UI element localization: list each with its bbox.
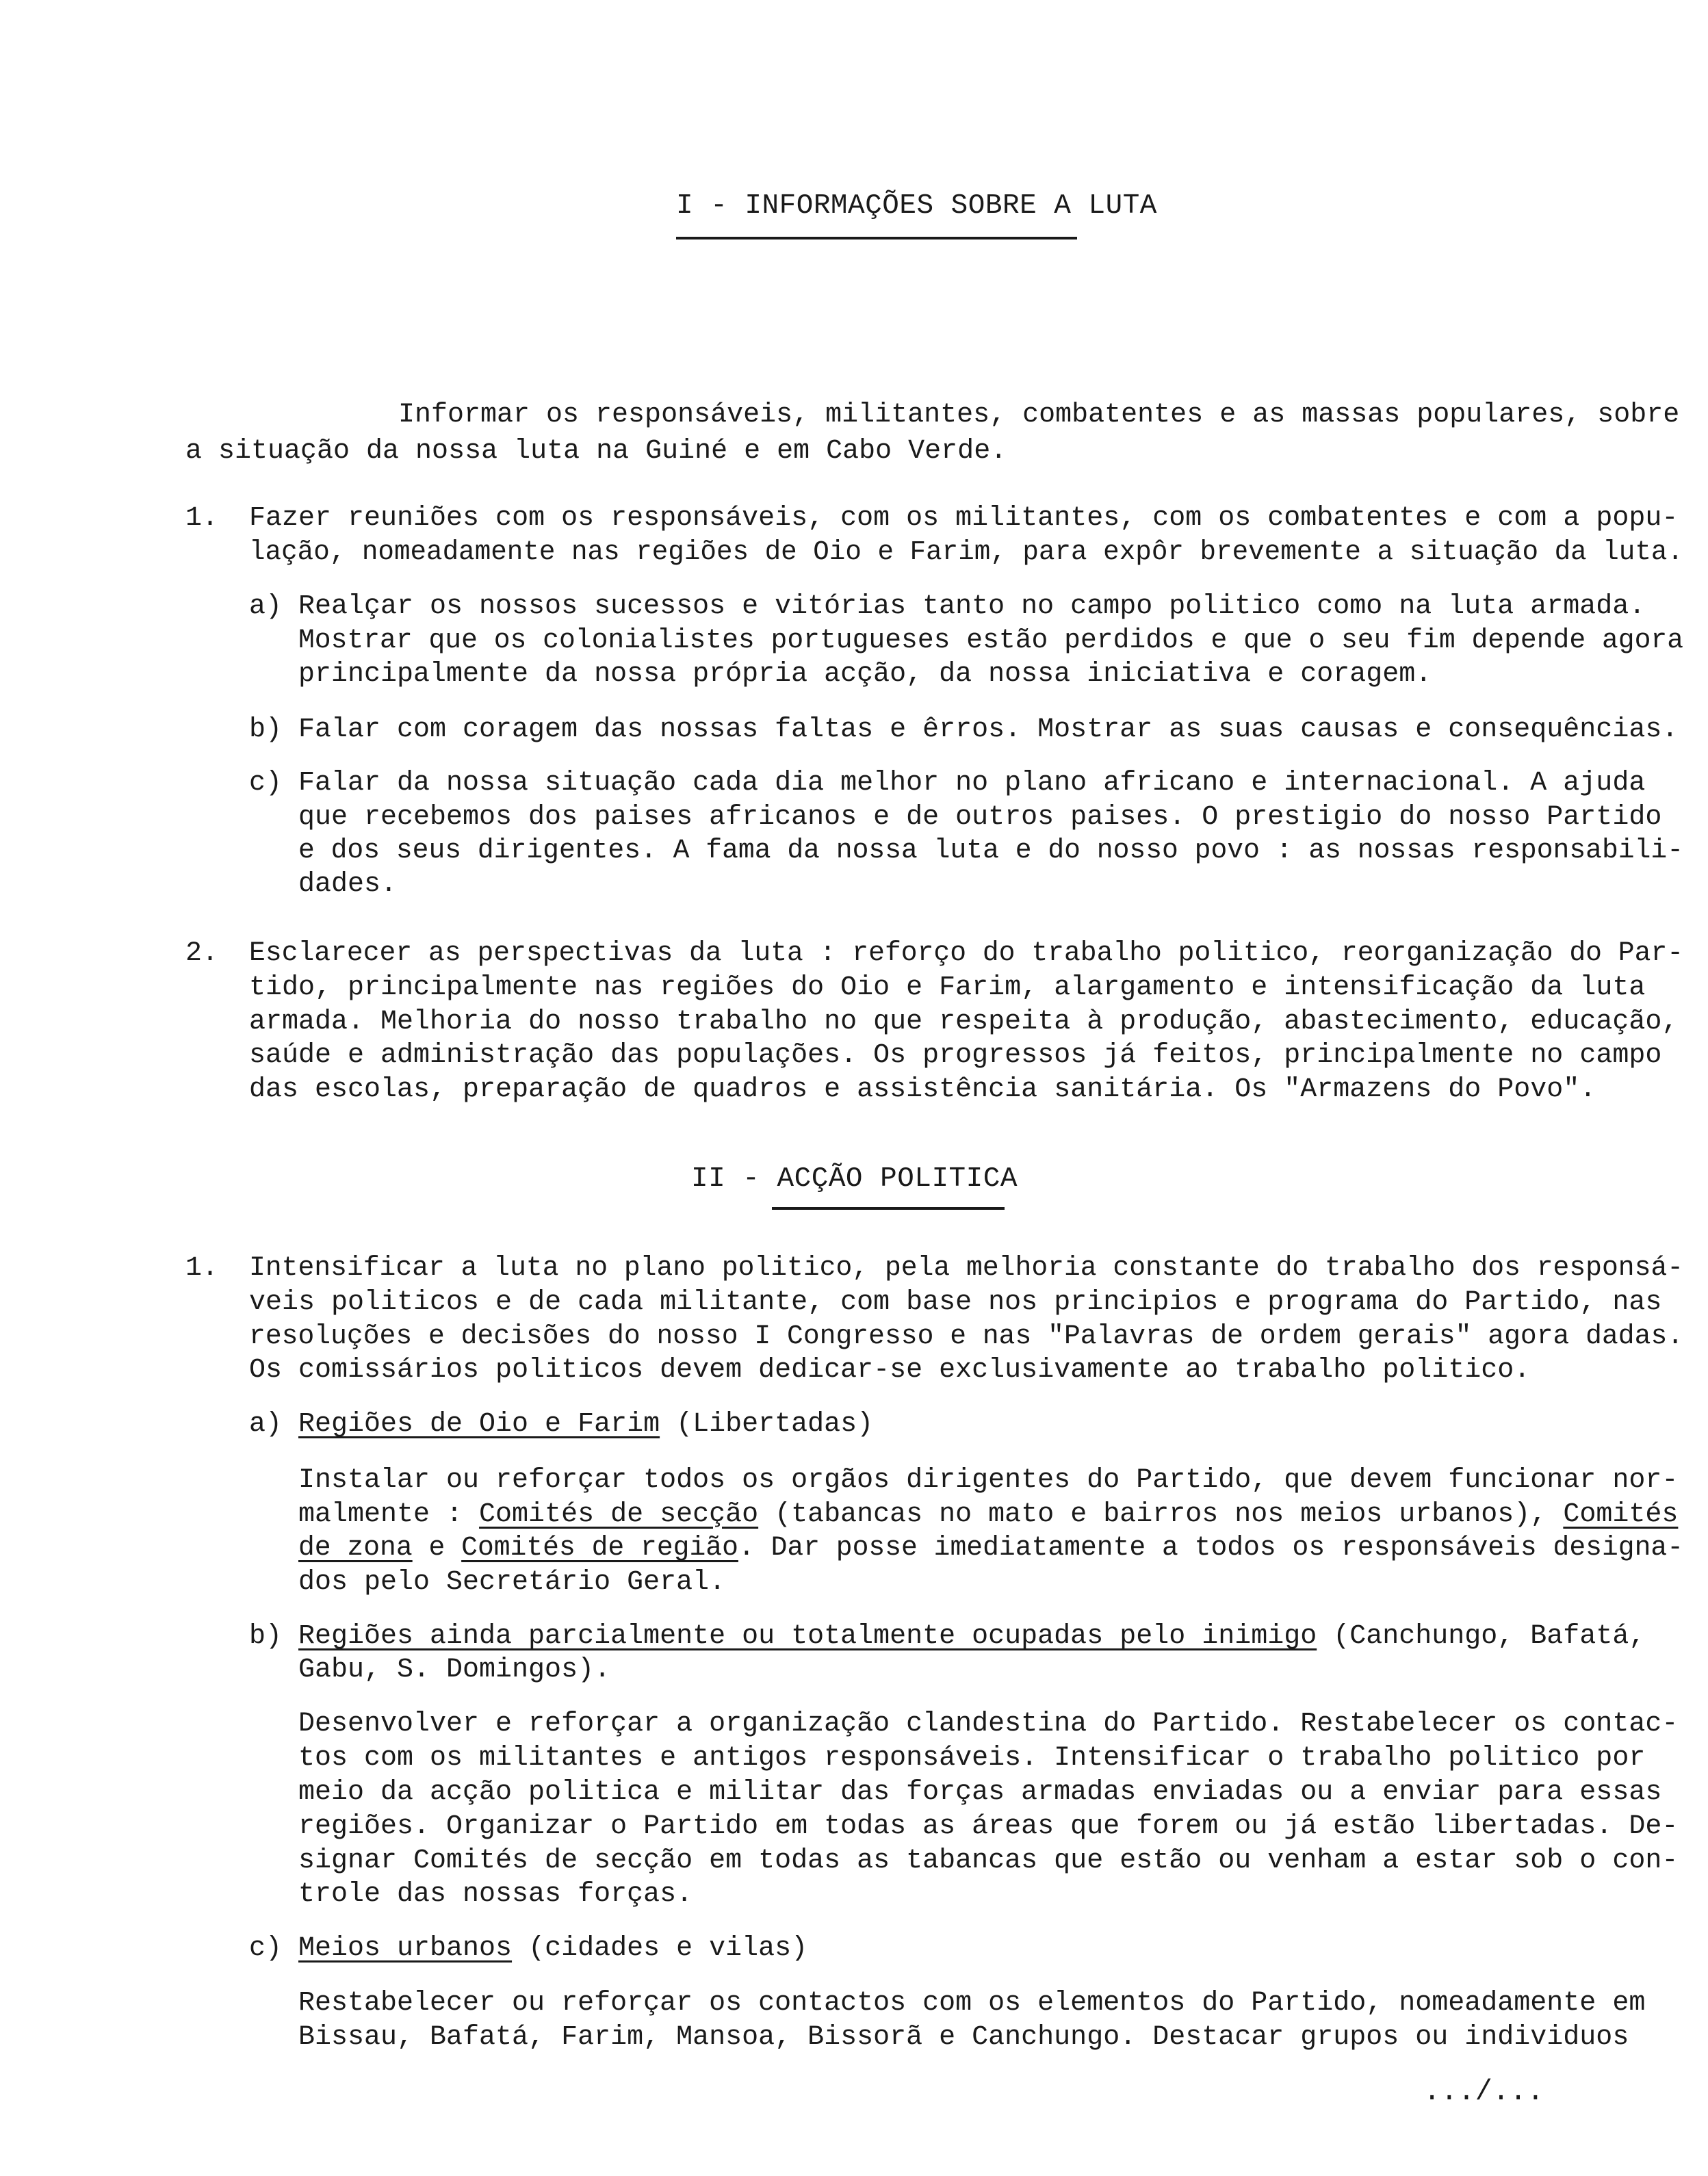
paragraph-line: trole das nossas forças. (298, 1879, 693, 1910)
underlined-term: de zona (298, 1533, 413, 1564)
paragraph-line: lação, nomeadamente nas regiões de Oio e Farim, para expôr brevemente a situação da luta. (249, 537, 1683, 568)
paragraph-line: Os comissários politicos devem dedicar-se exclusivamente ao trabalho politico. (249, 1355, 1531, 1386)
item-number: 1. (185, 503, 219, 534)
text-span: malmente : (298, 1499, 480, 1530)
sub-heading-line (298, 1620, 1645, 1654)
sub-item-label: a) (249, 1409, 283, 1440)
paragraph-line: veis politicos e de cada militante, com base nos principios e programa do Partido, nas (249, 1287, 1662, 1318)
paragraph-line: Intensificar a luta no plano politico, pela melhoria constante do trabalho dos responsá- (249, 1253, 1684, 1284)
paragraph-line (298, 1498, 1678, 1532)
paragraph-line: que recebemos dos paises africanos e de outros paises. O prestigio do nosso Partido (298, 802, 1662, 833)
underlined-term: Comités (1563, 1499, 1679, 1530)
text-span: (tabancas no mato e bairros nos meios urbanos), (758, 1499, 1564, 1530)
sub-heading-note: (cidades e vilas) (512, 1933, 808, 1964)
underlined-term: Comités de região (461, 1533, 738, 1564)
section-1-title-underline (676, 237, 1077, 239)
paragraph-line: tos com os militantes e antigos responsáveis. Intensificar o trabalho politico por (298, 1743, 1646, 1774)
sub-heading-line: Gabu, S. Domingos). (298, 1655, 611, 1685)
sub-item-label: c) (249, 768, 283, 799)
paragraph-line: Esclarecer as perspectivas da luta : reforço do trabalho politico, reorganização do Par- (249, 938, 1684, 969)
text-span: e (412, 1533, 462, 1564)
paragraph-line: tido, principalmente nas regiões do Oio e Farim, alargamento e intensificação da luta (249, 972, 1646, 1003)
item-number: 1. (185, 1253, 219, 1284)
sub-item-label: b) (249, 714, 283, 745)
paragraph-line: saúde e administração das populações. Os progressos já feitos, principalmente no campo (249, 1040, 1662, 1071)
sub-item-label: a) (249, 591, 283, 622)
sub-heading-note: (Canchungo, Bafatá, (1317, 1621, 1646, 1652)
section-2-title: II - ACÇÃO POLITICA (691, 1163, 1018, 1195)
paragraph-line: Desenvolver e reforçar a organização clandestina do Partido. Restabelecer os contac- (298, 1709, 1679, 1739)
sub-item-label: c) (249, 1933, 283, 1964)
paragraph-line: das escolas, preparação de quadros e assistência sanitária. Os "Armazens do Povo". (249, 1074, 1596, 1105)
paragraph-line: resoluções e decisões do nosso I Congresso e nas "Palavras de ordem gerais" agora dadas. (249, 1321, 1684, 1352)
paragraph-line: Falar com coragem das nossas faltas e êrros. Mostrar as suas causas e consequências. (298, 714, 1679, 745)
paragraph-line: e dos seus dirigentes. A fama da nossa luta e do nosso povo : as nossas responsabili- (298, 836, 1684, 866)
paragraph-line: Restabelecer ou reforçar os contactos com os elementos do Partido, nomeadamente em (298, 1988, 1646, 2019)
sub-heading: Regiões de Oio e Farim (298, 1409, 660, 1440)
item-number: 2. (185, 938, 219, 969)
sub-heading-line (298, 1408, 873, 1442)
paragraph-line: Falar da nossa situação cada dia melhor no plano africano e internacional. A ajuda (298, 768, 1646, 799)
paragraph-line: principalmente da nossa própria acção, da nossa iniciativa e coragem. (298, 659, 1432, 690)
paragraph-line: Bissau, Bafatá, Farim, Mansoa, Bissorã e Canchungo. Destacar grupos ou individuos (298, 2022, 1629, 2053)
paragraph-line: dos pelo Secretário Geral. (298, 1567, 726, 1598)
paragraph-line: dades. (298, 869, 398, 900)
paragraph-line: regiões. Organizar o Partido em todas as áreas que forem ou já estão libertadas. De- (298, 1811, 1679, 1842)
paragraph-line (298, 1531, 1683, 1566)
sub-heading: Meios urbanos (298, 1933, 513, 1964)
paragraph-line: Realçar os nossos sucessos e vitórias tanto no campo politico como na luta armada. (298, 591, 1646, 622)
continuation-mark: .../... (1423, 2075, 1544, 2108)
sub-heading-note: (Libertadas) (660, 1409, 874, 1440)
section-2-title-underline (772, 1207, 1005, 1210)
section-1-title: I - INFORMAÇÕES SOBRE A LUTA (676, 190, 1157, 222)
paragraph-line: Instalar ou reforçar todos os orgãos dirigentes do Partido, que devem funcionar nor- (298, 1465, 1679, 1496)
paragraph-line: Mostrar que os colonialistes portugueses estão perdidos e que o seu fim depende agora (298, 625, 1684, 656)
sub-item-label: b) (249, 1621, 283, 1652)
paragraph-line: meio da acção politica e militar das forças armadas enviadas ou a enviar para essas (298, 1777, 1662, 1808)
intro-line-2: a situação da nossa luta na Guiné e em Cabo Verde. (185, 436, 1007, 467)
underlined-term: Comités de secção (479, 1499, 759, 1530)
text-span: . Dar posse imediatamente a todos os responsáveis designa- (738, 1533, 1684, 1564)
sub-heading-line (298, 1932, 807, 1966)
paragraph-line: armada. Melhoria do nosso trabalho no que respeita à produção, abastecimento, educação, (249, 1007, 1679, 1037)
sub-heading: Regiões ainda parcialmente ou totalmente ocupadas pelo inimigo (298, 1621, 1317, 1652)
paragraph-line: signar Comités de secção em todas as tabancas que estão ou venham a estar sob o con- (298, 1845, 1679, 1876)
intro-line-1: Informar os responsáveis, militantes, combatentes e as massas populares, sobre (398, 400, 1680, 430)
paragraph-line: Fazer reuniões com os responsáveis, com os militantes, com os combatentes e com a popu- (249, 503, 1679, 534)
